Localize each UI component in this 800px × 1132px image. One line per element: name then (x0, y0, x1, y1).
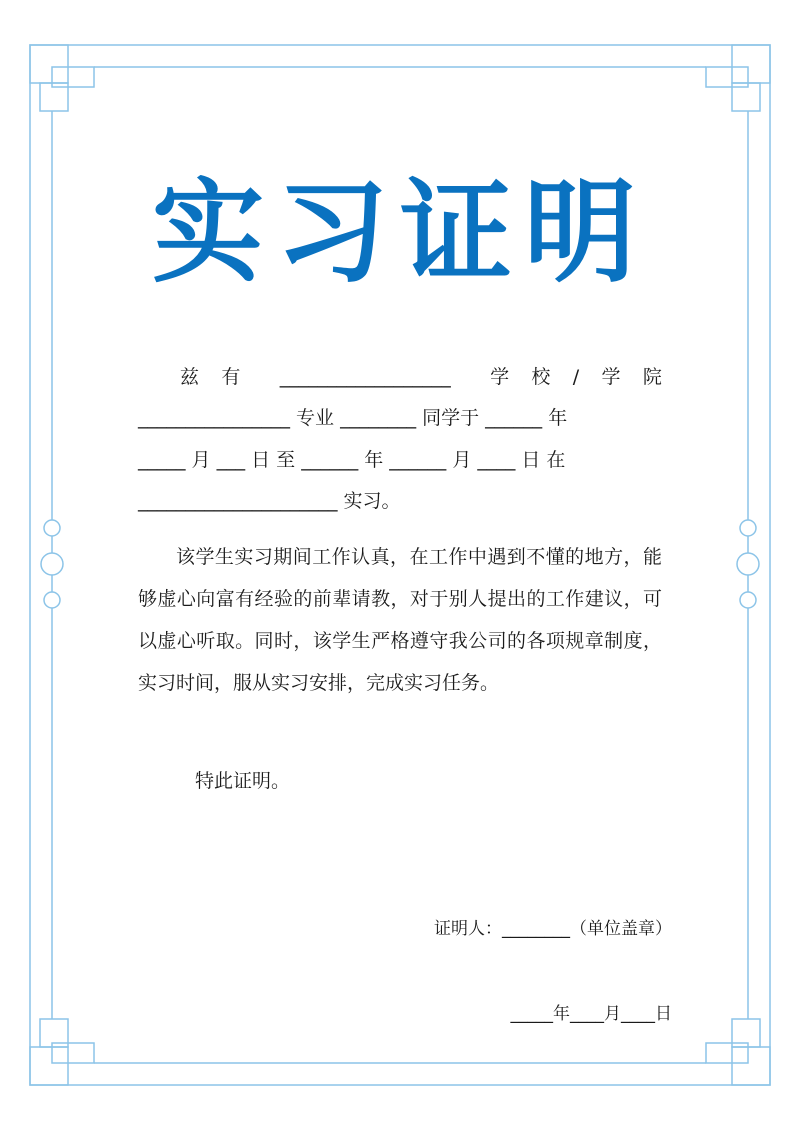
corner-ornament-top-left (30, 45, 94, 111)
fill-text: 兹 (180, 366, 200, 388)
fill-text: 院 (642, 366, 662, 388)
blank-school: __________________ (279, 366, 451, 388)
fill-text: 学 (490, 366, 510, 388)
fill-text: 学 (601, 366, 621, 388)
fill-line-1 (180, 363, 662, 391)
body-paragraph: 该学生实习期间工作认真，在工作中遇到不懂的地方，能够虚心向富有经验的前辈请教，对于别人提出的工作建议，可以虚心听取。同时，该学生严格遵守我公司的各项规章制度，实习时间，服从实习安排，完成实习任务。 (138, 546, 662, 694)
fill-line-4: _____________________ 实习。 (138, 490, 401, 512)
fill-text: 有 (221, 366, 241, 388)
date-line: _____年____月____日 (510, 1004, 672, 1024)
corner-ornament-bottom-left (30, 1019, 94, 1085)
fill-line-2: ________________ 专业 ________ 同学于 ______ 年 (138, 407, 568, 429)
fill-text: / (572, 366, 580, 388)
closing-statement: 特此证明。 (195, 770, 291, 792)
document-title: 实习证明 (152, 168, 648, 298)
corner-ornament-top-right (706, 45, 770, 111)
corner-ornament-bottom-right (706, 1019, 770, 1085)
signature-line: 证明人：________（单位盖章） (434, 919, 672, 939)
fill-line-3: _____ 月 ___ 日 至 ______ 年 ______ 月 ____ 日 在 (138, 449, 566, 471)
fill-text: 校 (531, 366, 551, 388)
